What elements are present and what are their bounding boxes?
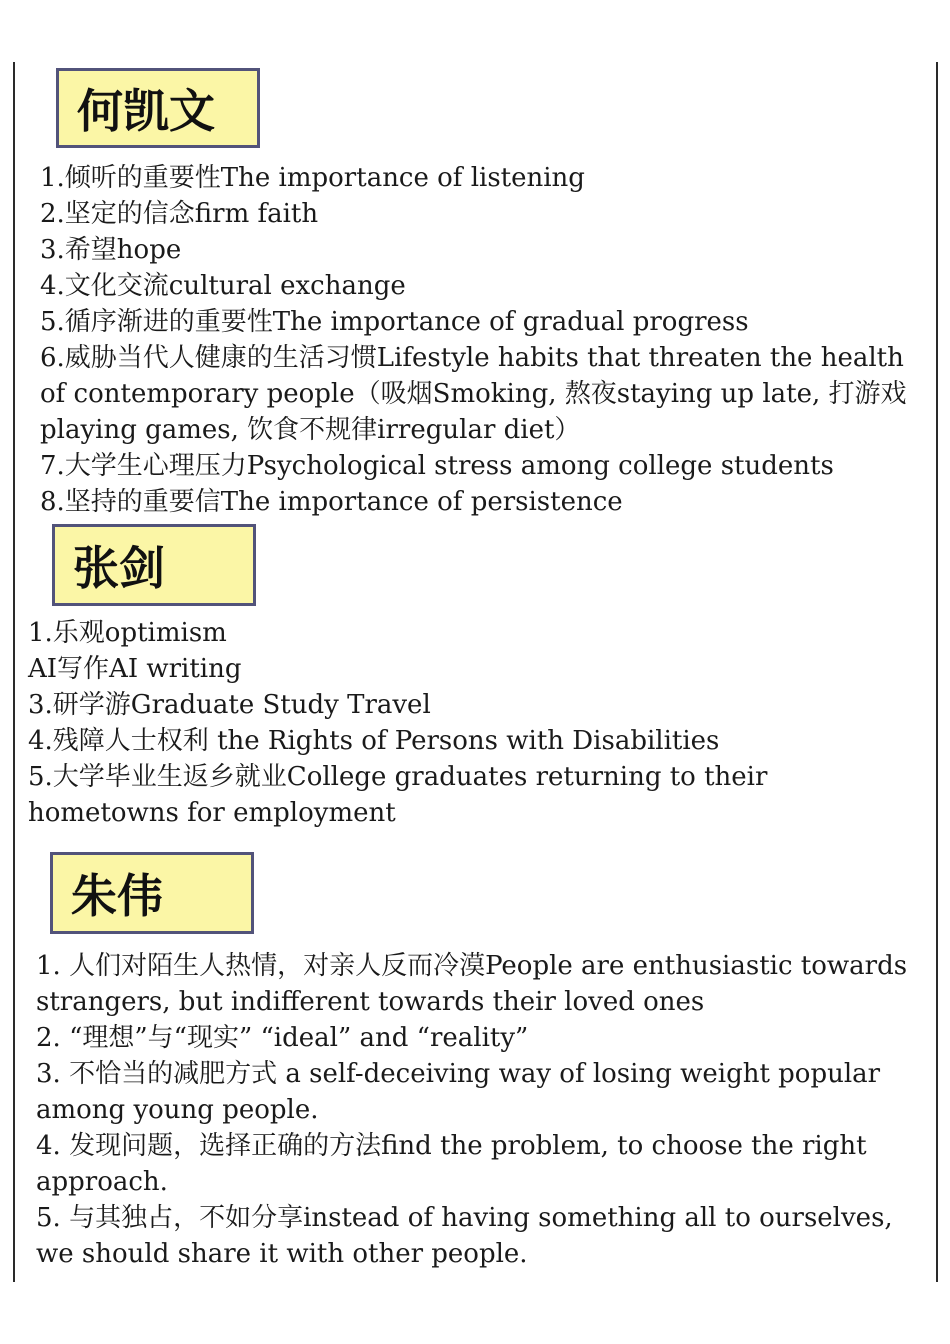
list-item: 7.大学生心理压力Psychological stress among college students: [40, 451, 834, 481]
list-item: 8.坚持的重要信The importance of persistence: [40, 487, 623, 517]
list-item: 1.倾听的重要性The importance of listening: [40, 163, 585, 193]
list-item: 5.大学毕业生返乡就业College graduates returning to their hometowns for employment: [28, 762, 768, 828]
right-border-line: [936, 62, 938, 1282]
list-item: 1. 人们对陌生人热情，对亲人反而冷漠People are enthusiastic towards strangers, but indifferent towards their loved ones: [36, 951, 908, 1017]
list-item: AI写作AI writing: [28, 654, 242, 684]
list-item: 4.残障人士权利 the Rights of Persons with Disabilities: [28, 726, 720, 756]
list-item: 2. “理想”与“现实” “ideal” and “reality”: [36, 1023, 529, 1053]
list-item: 1.乐观optimism: [28, 618, 227, 648]
list-item: 4. 发现问题，选择正确的方法find the problem, to choose the right approach.: [36, 1131, 867, 1197]
list-item: 6.威胁当代人健康的生活习惯Lifestyle habits that threaten the health of contemporary people（吸烟Smoking, 熬夜staying up late, 打游戏playing games, 饮食不规律irregular diet）: [40, 343, 907, 445]
list-item: 3. 不恰当的减肥方式 a self-deceiving way of losing weight popular among young people.: [36, 1059, 881, 1125]
section-title-hekaiwen: 何凯文: [56, 68, 260, 148]
list-item: 5. 与其独占，不如分享instead of having something all to ourselves, we should share it with other people.: [36, 1203, 893, 1269]
list-item: 3.希望hope: [40, 235, 182, 265]
list-item: 3.研学游Graduate Study Travel: [28, 690, 431, 720]
list-item: 4.文化交流cultural exchange: [40, 271, 406, 301]
list-item: 2.坚定的信念firm faith: [40, 199, 319, 229]
list-item: 5.循序渐进的重要性The importance of gradual progress: [40, 307, 749, 337]
left-border-line: [13, 62, 15, 1282]
topic-list-hekaiwen: [40, 160, 930, 520]
section-title-zhuwei: 朱伟: [50, 852, 254, 934]
section-title-zhangjian: 张剑: [52, 524, 256, 606]
topic-list-zhangjian: [28, 615, 918, 831]
topic-list-zhuwei: [36, 948, 931, 1272]
